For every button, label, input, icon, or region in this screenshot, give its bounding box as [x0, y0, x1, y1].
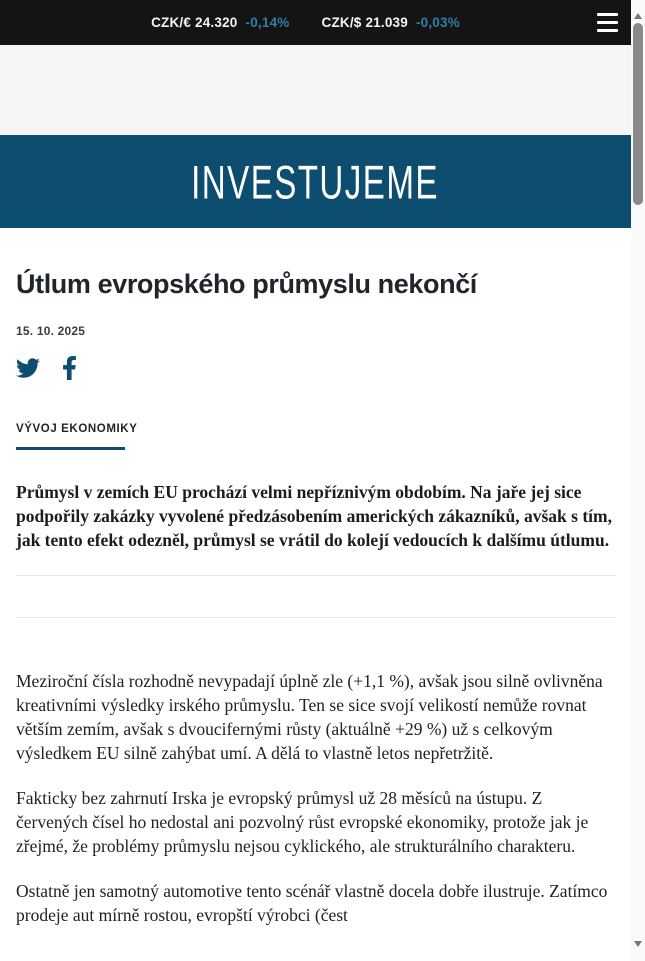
scrollbar-thumb[interactable]: [633, 23, 643, 205]
hamburger-menu-icon[interactable]: [597, 13, 618, 32]
hamburger-bar: [597, 21, 618, 24]
scrollbar-down-arrow-icon[interactable]: [634, 941, 642, 947]
scrollbar[interactable]: [631, 0, 645, 961]
article-paragraph: Fakticky bez zahrnutí Irska je evropský průmysl už 28 měsíců na ústupu. Z červených čísel ho nedostal ani pozvolný růst evropské ekonomiky, protože jak je zřejmé, že problémy průmyslu nejsou cyklického, ale strukturálního charakteru.: [16, 788, 589, 856]
ticker-czk-usd-change: -0,03%: [415, 15, 460, 30]
article-lead-paragraph: Průmysl v zemích EU prochází velmi nepříznivým obdobím. Na jaře jej sice podpořily zakázky vyvolené předzásobením amerických zákazníků, avšak s tím, jak tento efekt odezněl, průmysl se vrátil do kolejí vedoucích k dalšímu útlumu.: [16, 482, 612, 550]
ticker-czk-usd-rate: CZK/$ 21.039: [321, 15, 408, 30]
category-underline: [16, 447, 125, 450]
ticker-czk-usd[interactable]: [322, 15, 460, 30]
site-header: [0, 135, 631, 228]
article-paragraph: Ostatně jen samotný automotive tento scénář vlastně docela dobře ilustruje. Zatímco prodeje aut mírně rostou, evropští výrobci (čest: [16, 881, 608, 925]
twitter-share-button[interactable]: [16, 358, 40, 378]
article-date: 15. 10. 2025: [16, 324, 86, 338]
category-tag[interactable]: [16, 419, 616, 450]
article-content: [0, 269, 631, 927]
ticker-czk-eur-change: -0,14%: [245, 15, 290, 30]
site-logo[interactable]: INVESTUJEME: [191, 154, 440, 209]
category-label[interactable]: VÝVOJ EKONOMIKY: [16, 423, 138, 435]
article-title: Útlum evropského průmyslu nekončí: [16, 269, 477, 299]
ticker-czk-eur[interactable]: [151, 15, 289, 30]
divider-line: [16, 617, 616, 618]
hamburger-bar: [597, 13, 618, 16]
top-bar: [0, 0, 631, 45]
inline-ad-placeholder: [16, 576, 616, 617]
hamburger-bar: [597, 29, 618, 32]
currency-ticker: [0, 0, 611, 45]
top-ad-placeholder: [0, 45, 631, 135]
ticker-czk-eur-rate: CZK/€ 24.320: [151, 15, 238, 30]
twitter-icon: [16, 358, 40, 378]
share-row: [16, 355, 616, 381]
scrollbar-up-arrow-icon[interactable]: [634, 13, 642, 19]
facebook-icon: [62, 355, 77, 381]
article-paragraph: Meziroční čísla rozhodně nevypadají úplně zle (+1,1 %), avšak jsou silně ovlivněna kreativními výsledky irského průmyslu. Ten se sice svojí velikostí nemůže rovnat větším zemím, avšak s dvoucifernými růsty (aktuálně +29 %) už s celkovým výsledkem EU silně zahýbat umí. A dělá to vlastně letos nepřetržitě.: [16, 671, 603, 763]
facebook-share-button[interactable]: [62, 355, 77, 381]
